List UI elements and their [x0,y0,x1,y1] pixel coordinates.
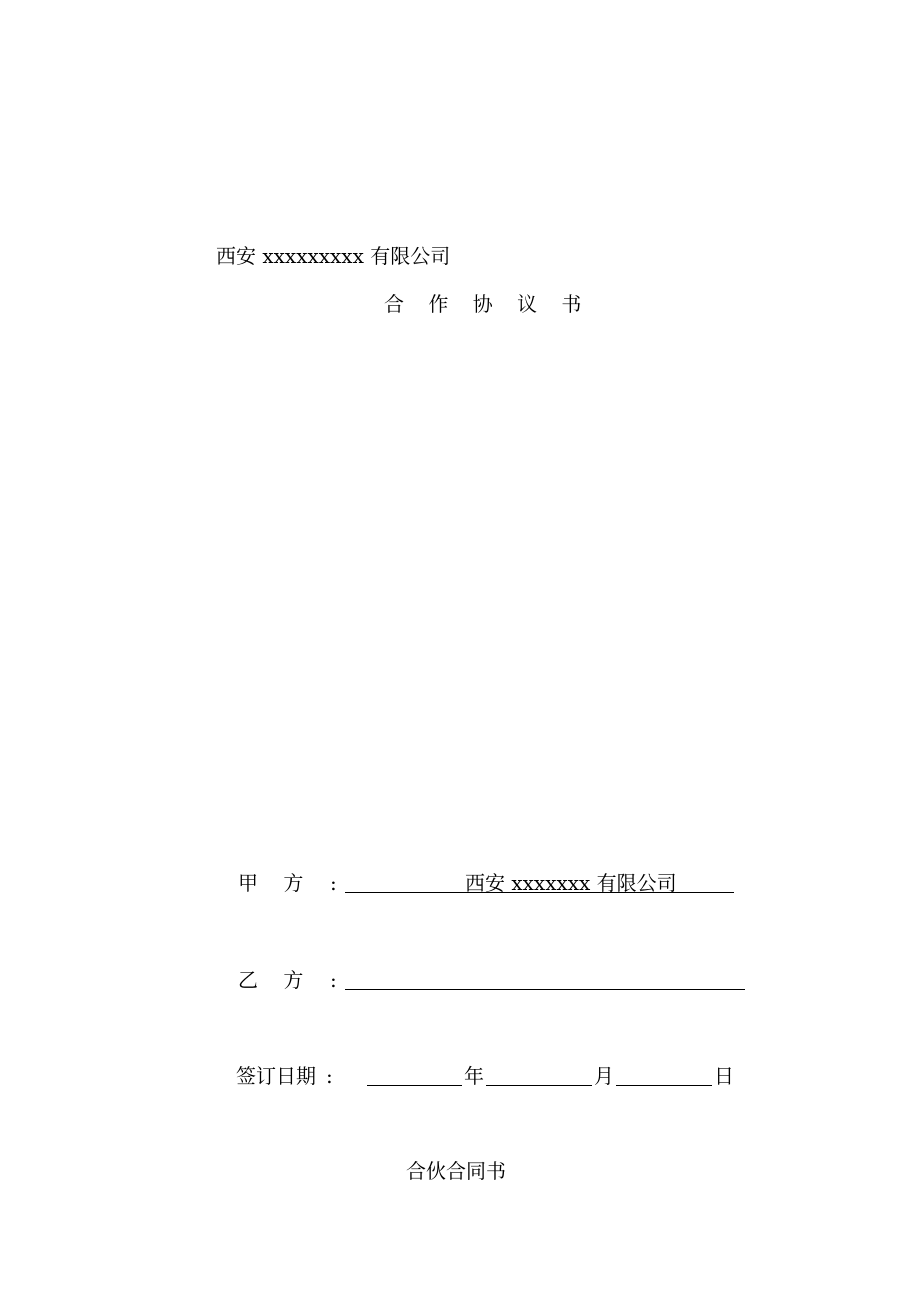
signing-date-label: 签订日期 [236,1064,316,1088]
footer-title: 合伙合同书 [406,1159,506,1183]
party-b-label: 乙 方 [238,968,304,992]
month-unit: 月 [594,1064,614,1088]
signing-date-colon: : [326,1064,333,1088]
day-underline [616,1085,712,1086]
party-a-colon: : [330,871,337,895]
party-a-value: 西安 xxxxxxx 有限公司 [465,871,677,895]
party-a-label: 甲 方 [238,871,304,895]
year-unit: 年 [464,1064,484,1088]
day-unit: 日 [714,1064,734,1088]
party-b-colon: : [330,968,337,992]
document-title: 合 作 协 议 书 [384,292,591,316]
month-underline [486,1085,592,1086]
company-header: 西安 xxxxxxxxx 有限公司 [216,244,451,268]
year-underline [367,1085,462,1086]
party-b-underline [345,989,745,990]
